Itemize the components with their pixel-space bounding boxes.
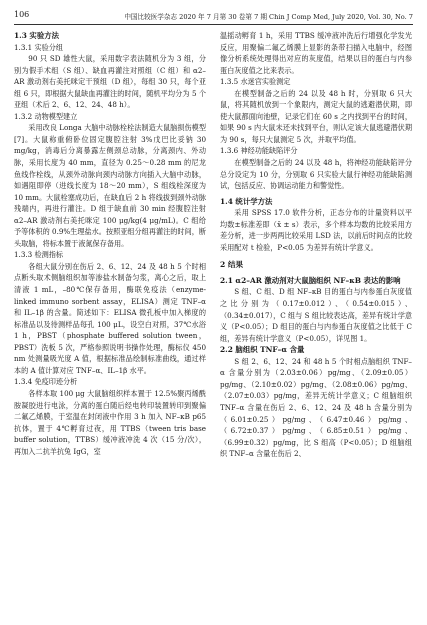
paragraph-grouping: 90 只 SD 雄性大鼠，采用数字表法随机分为 3 组，分别为假手术组（S 组）、缺血再灌注对照组（C 组）和 α2–AR 激动剂右美托咪定干预组（D 组），每组 30 只，每个亚组 6 只，即根据大鼠缺血再灌注的时间，随机平均分为 5 个亚组（术后 2、6、12、24、48 h）。 [14,54,206,110]
paragraph-nfkb-results: S 组、C 组、D 组 NF–κB 目的蛋白与内参蛋白灰度值之比分别为（0.17±0.012）、（0.54±0.015）、（0.34±0.017），C 组与 S 组比较表达高，差异有统计学意义（P<0.05）；D 组目的蛋白与内参蛋白灰度值之比低于 C 组，差异有统计学意义（P<0.05），详见图 1。 [220,287,412,343]
paragraph-water-maze: 在模型制备之后的 24 以及 48 h 时，分别取 6 只大鼠，将其随机放到一个象限内，测定大鼠的逃避潜伏期，即使大鼠都面向池壁，记录它们在 60 s 之内找到平台的时间，如果 90 s 内大鼠未还未找到平台，则认定该大鼠逃避潜伏期为 90 s，每只大鼠测定 5 次，并取平均值。 [220,88,412,144]
section-heading-1-3: 1.3 实验方法 [14,31,59,40]
subsection-heading-1-3-2: 1.3.2 动物模型建立 [14,111,78,121]
section-heading-2: 2 结果 [220,260,244,270]
page-header [14,10,413,22]
paragraph-statistics: 采用 SPSS 17.0 软件分析，正态分布的计量资料以平均数±标准差即（x̄ ± s）表示，多个样本均数的比较采用方差分析，进一步两两比较采用 LSD 法，以前后时间点的比较采用配对 t 检验，P<0.05 为差异有统计学意义。 [220,208,412,252]
subsection-heading-1-3-3: 1.3.3 检测指标 [14,250,64,260]
paragraph-blot-continued: 温摇动孵育 1 h，采用 TTBS 缓冲液冲洗后行增强化学发光反应，用聚偏二氟乙烯膜上显影的条带扫描入电脑中，经图像分析系统处理得出对应的灰度值，结果以目的蛋白与内参蛋白灰度值之比来表示。 [220,31,412,75]
paragraph-neuro-score: 在模型制备之后的 24 以及 48 h，将神经功能缺陷评分总分设定为 10 分，分别取 6 只实验大鼠行神经功能缺陷测试，包括反应、协调运动能力和警觉性。 [220,158,412,191]
journal-running-head: 中国比较医学杂志 2020 年 7 月第 30 卷第 7 期 Chin J Comp Med, July 2020, Vol. 30, No. 7 [124,13,413,21]
paragraph-indicators: 各组大鼠分别在伤后 2、6、12、24 及 48 h 5 个时相点断头取术侧脑组织加等渗盐水制备匀浆，离心之后，取上清液 1 mL，–80℃保存备用，酶联免疫法（enzyme-linked immuno sorbent assay，ELISA）测定 TNF–α 和 IL–1β 的含量。简述如下：ELISA 微孔板中加入梯度的标准品以及待测样品每孔 100 μL，设空白对照，37℃水浴 1 h，PBST（phosphate buffered solution tween，PBST）洗板 5 次，严格参照说明书操作处理，酶标仪 450 nm 处测量吸光度 A 值，根据标准品绘制标准曲线，通过样本的 A 值计算对应 TNF–α、IL–1β 水平。 [14,261,206,375]
subsection-heading-1-3-6: 1.3.6 神经功能缺陷评分 [220,146,298,156]
subsection-heading-1-3-4: 1.3.4 免疫印迹分析 [14,377,78,387]
paragraph-tnf-results: S 组 2、6、12、24 和 48 h 5 个时相点脑组织 TNF–α 含量分别为（2.03±0.06）pg/mg、（2.09±0.05）pg/mg、（2.10±0.02）pg/mg、（2.08±0.06）pg/mg、（2.07±0.03）pg/mg，差异无统计学意义；C 组脑组织 TNF–α 含量在伤后 2、6、12、24 及 48 h 含量分别为（6.01±0.25）pg/mg、（6.47±0.46）pg/mg、（6.72±0.37）pg/mg、（6.85±0.51）pg/mg、（6.99±0.32）pg/mg，比 S 组高（P<0.05）；D 组脑组织 TNF–α 含量在伤后 2、 [220,356,412,459]
paragraph-model: 采用改良 Longa 大脑中动脉栓栓法制造大鼠脑损伤模型[7]。大鼠称重俯卧位固定腹腔注射 3%戊巴比妥钠 30 mg/kg，消毒后分离暴露左侧颈总动脉，分离颈内、外动脉，采用长度为 40 mm，直径为 0.25～0.28 mm 的尼龙鱼线作栓线，从颈外动脉向颈内动脉方向插入大脑中动脉，如遇阻即停（进线长度为 18～20 mm），S 组线栓深度为 10 mm。大鼠栓塞成功后，在缺血后 2 h 将线拔到颈外动脉残端内，再进行灌注。D 组于缺血前 30 min 经腹腔注射 α2–AR 激动剂右美托咪定 100 μg/kg(4 μg/mL)。C 组给予等体积的 0.9%生理盐水。按照亚组分组再灌注的时间，断头取脑，将标本置于液氮保存备用。 [14,123,206,248]
subsection-heading-1-3-5: 1.3.5 水迷宫实验测定 [220,77,291,87]
paragraph-western-blot: 各样本取 100 μg 大鼠脑组织样本置于 12.5%聚丙烯酰胺凝胶进行电泳，分离的蛋白随后经电转印装置转印到聚偏二氟乙烯膜，于室温在封闭液中作用 3 h 加入 NF–κB p65 抗体，置于 4℃孵育过夜，用 TTBS（tween tris base buffer solution，TTBS）缓冲液冲洗 4 次（15 分/次），再加入二抗羊抗兔 IgG，室 [14,388,206,456]
left-column [14,30,206,457]
section-heading-2-2: 2.2 脑组织 TNF–α 含量 [220,345,305,355]
section-heading-1-4: 1.4 统计学方法 [220,196,273,206]
page-number: 106 [14,10,30,19]
subsection-heading-1-3-1: 1.3.1 实验分组 [14,42,64,52]
right-column [220,30,412,460]
section-heading-2-1: 2.1 α2–AR 激动剂对大鼠脑组织 NF–κB 表达的影响 [220,275,401,285]
header-rule [14,24,413,25]
